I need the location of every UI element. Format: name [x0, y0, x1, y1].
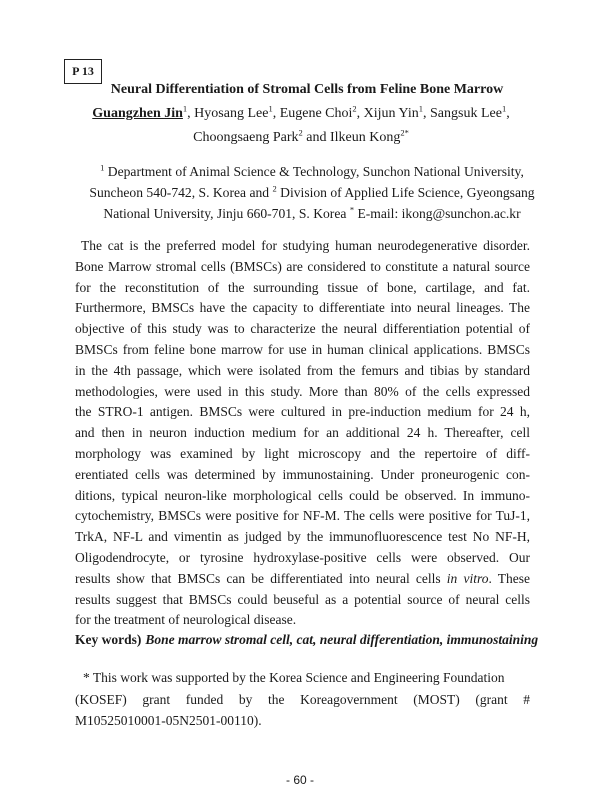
affiliation-sup: 2 — [272, 183, 277, 194]
affiliation-text: National University, Jinju 660-701, S. Korea — [103, 206, 350, 221]
author-text: and Ilkeun Kong — [302, 130, 401, 145]
author-list — [60, 102, 542, 150]
author-line-2 — [60, 126, 542, 150]
keywords — [75, 631, 538, 649]
author-sup: 1 — [182, 103, 188, 114]
abstract-line: Oligodendrocyte, or tyrosine hydroxylase-positive cells were observed. Our — [75, 549, 530, 565]
affiliation-line-3 — [62, 203, 562, 224]
abstract-line: cytochemistry, BMSCs were positive for NF-M. The cells were positive for TuJ-1, — [75, 508, 530, 524]
abstract-line: Furthermore, BMSCs have the capacity to differentiate into neural lineages. The — [75, 300, 530, 316]
abstract-body — [75, 236, 530, 631]
abstract-line: objective of this study was to characterize the neural differentiation potential of — [75, 321, 530, 337]
affiliation-text: Department of Animal Science & Technology, Sunchon National University, — [104, 164, 524, 179]
author-sup: 2 — [298, 127, 303, 138]
keywords-label: Key words) — [75, 632, 142, 647]
abstract-line: results suggest that BMSCs could beuseful as a potential source of neural cells — [75, 591, 530, 607]
ack-line: * This work was supported by the Korea Science and Engineering Foundation — [83, 670, 505, 685]
page-number: - 60 - — [285, 773, 314, 787]
paper-title: Neural Differentiation of Stromal Cells from Feline Bone Marrow — [110, 82, 504, 97]
affiliation-sup: 1 — [100, 162, 105, 173]
abstract-line: ditions, typical neuron-like morphological cells could be observed. In immuno- — [75, 487, 530, 503]
author-text: , Sangsuk Lee — [423, 106, 502, 121]
presenter-name: Guangzhen Jin — [92, 106, 183, 121]
affiliation-text: Division of Applied Life Science, Gyeongsang — [276, 185, 535, 200]
author-text: , Xijun Yin — [356, 106, 419, 121]
poster-label: P 13 — [64, 59, 102, 84]
abstract-line: Bone Marrow stromal cells (BMSCs) are considered to constitute a natural source — [75, 258, 530, 274]
abstract-line: methodologies, were used in this study. More than 80% of the cells expressed — [75, 383, 530, 399]
author-sup: 2* — [400, 127, 409, 138]
acknowledgement — [75, 667, 530, 732]
abstract-line: TrkA, NF-L and vimentin as judged by the immunofluorescence test No NF-H, — [75, 529, 530, 545]
abstract-text: results show that BMSCs can be differentiated into neural cells — [75, 570, 447, 586]
ack-line: (KOSEF) grant funded by the Koreagovernment (MOST) (grant # — [75, 691, 530, 707]
abstract-line — [75, 569, 530, 590]
abstract-line: BMSCs from feline bone marrow for use in human clinical applications. BMSCs — [75, 341, 530, 357]
affiliation-sup: * — [349, 204, 355, 215]
abstract-line: morphology was examined by light microscopy and the repertoire of diff- — [75, 445, 530, 461]
author-sup: 1 — [501, 103, 507, 114]
author-line-1 — [60, 102, 542, 126]
affiliation-line-1 — [62, 161, 562, 182]
abstract-line: erentiated cells was determined by immunostaining. Under proneurogenic con- — [75, 466, 530, 482]
abstract-line: for the reconstitution of the surrounding tissue of bone, cartilage, and fat. — [75, 279, 530, 295]
ack-line: M10525010001-05N2501-00110). — [75, 713, 262, 728]
abstract-line: The cat is the preferred model for studying human neurodegenerative disorder. — [81, 238, 530, 253]
author-text: , — [506, 106, 510, 121]
author-text: Choongsaeng Park — [193, 130, 299, 145]
abstract-line: in the 4th passage, which were isolated from the femurs and tibias by standard — [75, 362, 530, 378]
author-text: , Hyosang Lee — [187, 106, 269, 121]
contact-email: E-mail: ikong@sunchon.ac.kr — [354, 206, 521, 221]
abstract-italic: in vitro — [446, 570, 489, 586]
author-text: , Eugene Choi — [272, 106, 353, 121]
affiliation-text: Suncheon 540-742, S. Korea and — [89, 185, 273, 200]
affiliations — [62, 161, 562, 224]
abstract-text: . These — [488, 570, 530, 586]
author-sup: 2 — [352, 103, 357, 114]
abstract-line: for the treatment of neurological disease. — [75, 612, 297, 628]
abstract-line: the STRO-1 antigen. BMSCs were cultured in pre-induction medium for 24 h, — [75, 404, 530, 420]
author-sup: 1 — [418, 103, 424, 114]
affiliation-line-2 — [62, 182, 562, 203]
author-sup: 1 — [268, 103, 273, 114]
abstract-line: and then in neuron induction medium for an additional 24 h. Thereafter, cell — [75, 425, 530, 441]
keywords-terms: Bone marrow stromal cell, cat, neural differentiation, immunostaining — [145, 632, 539, 647]
